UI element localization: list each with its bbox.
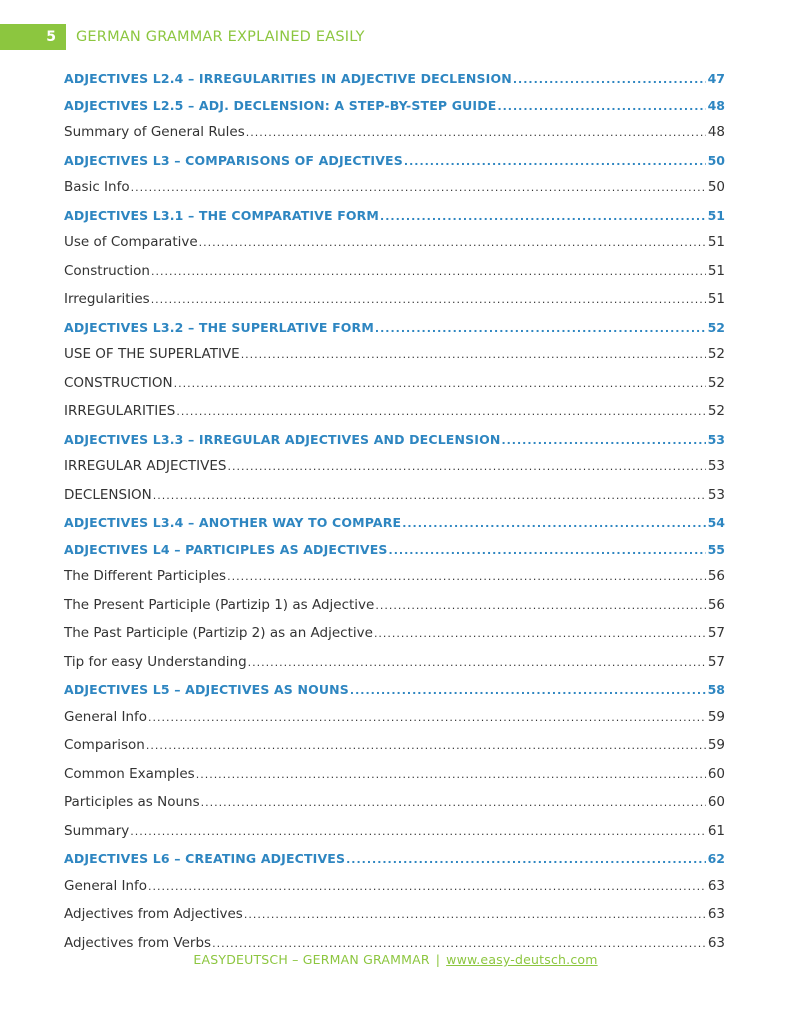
toc-dot-leader [241,348,706,361]
toc-entry-page: 57 [707,625,725,641]
toc-dot-leader [374,627,706,640]
toc-entry-title: Summary of General Rules [64,124,245,140]
toc-entry-title: DECLENSION [64,486,152,503]
page-footer [0,952,791,967]
toc-entry-title: ADJECTIVES L3.3 – IRREGULAR ADJECTIVES AND DECLENSION [64,431,501,447]
toc-entry-page: 51 [707,291,725,307]
toc-entry-title: ADJECTIVES L5 – ADJECTIVES AS NOUNS [64,682,349,697]
toc-entry-page: 57 [707,653,725,670]
toc-entry-page: 48 [707,97,725,113]
toc-entry-title: General Info [64,877,148,894]
toc-heading-entry[interactable] [64,153,725,180]
toc-entry-page: 52 [707,403,725,419]
toc-entry-page: 52 [707,346,725,362]
toc-subentry[interactable] [64,878,725,907]
toc-entry-title: Tip for easy Understanding [64,653,247,670]
toc-dot-leader [380,210,706,223]
toc-entry-page: 56 [707,568,725,584]
toc-dot-leader [246,126,706,139]
toc-entry-title: IRREGULAR ADJECTIVES [64,458,227,474]
toc-entry-title: ADJECTIVES L4 – PARTICIPLES AS ADJECTIVES [64,541,388,557]
toc-entry-page: 55 [707,541,725,557]
toc-dot-leader [497,100,705,113]
toc-entry-page: 56 [707,596,725,613]
toc-entry-title: Use of Comparative [64,234,198,250]
toc-heading-entry[interactable] [64,208,725,235]
toc-entry-page: 51 [707,234,725,250]
toc-dot-leader [212,937,706,950]
toc-subentry[interactable] [64,124,725,153]
toc-subentry[interactable] [64,709,725,738]
toc-entry-page: 47 [707,71,725,86]
toc-heading-entry[interactable] [64,682,725,709]
toc-entry-title: General Info [64,708,148,725]
toc-subentry[interactable] [64,823,725,852]
toc-dot-leader [227,460,705,473]
toc-subentry[interactable] [64,291,725,320]
toc-dot-leader [174,377,706,390]
toc-heading-entry[interactable] [64,851,725,878]
toc-subentry[interactable] [64,403,725,432]
toc-subentry[interactable] [64,458,725,487]
toc-entry-title: Adjectives from Verbs [64,934,212,951]
table-of-contents [64,71,725,963]
toc-entry-page: 50 [707,179,725,195]
footer-separator: | [435,952,441,967]
toc-dot-leader [501,434,705,447]
toc-dot-leader [375,322,706,335]
toc-entry-page: 63 [707,906,725,922]
toc-entry-title: USE OF THE SUPERLATIVE [64,346,240,362]
toc-entry-title: The Present Participle (Partizip 1) as Adjective [64,596,375,613]
toc-dot-leader [196,768,706,781]
toc-entry-title: Comparison [64,737,145,753]
toc-entry-page: 50 [707,152,725,168]
toc-subentry[interactable] [64,375,725,404]
toc-entry-page: 61 [707,822,725,839]
toc-entry-page: 60 [707,794,725,810]
toc-entry-page: 58 [707,682,725,697]
toc-entry-title: ADJECTIVES L3.1 – THE COMPARATIVE FORM [64,207,380,223]
toc-entry-page: 63 [707,877,725,894]
toc-entry-title: Irregularities [64,291,150,307]
toc-entry-title: ADJECTIVES L3.4 – ANOTHER WAY TO COMPARE [64,515,402,530]
toc-subentry[interactable] [64,794,725,823]
toc-heading-entry[interactable] [64,432,725,459]
toc-entry-title: ADJECTIVES L6 – CREATING ADJECTIVES [64,851,346,866]
toc-dot-leader [248,656,706,669]
page-number: 5 [0,24,66,50]
toc-heading-entry[interactable] [64,320,725,347]
toc-entry-title: ADJECTIVES L2.5 – ADJ. DECLENSION: A STEP-BY-STEP GUIDE [64,97,497,113]
toc-dot-leader [176,405,705,418]
toc-subentry[interactable] [64,346,725,375]
toc-dot-leader [201,796,706,809]
toc-dot-leader [404,155,706,168]
toc-subentry[interactable] [64,737,725,766]
toc-entry-page: 63 [707,934,725,951]
toc-dot-leader [130,825,706,838]
toc-entry-page: 53 [707,431,725,447]
toc-subentry[interactable] [64,234,725,263]
page-header [0,24,791,50]
toc-dot-leader [151,293,706,306]
footer-text: EASYDEUTSCH – GERMAN GRAMMAR [193,952,430,967]
toc-dot-leader [389,544,706,557]
toc-dot-leader [146,739,706,752]
toc-subentry[interactable] [64,766,725,795]
toc-dot-leader [131,181,706,194]
toc-entry-page: 60 [707,765,725,782]
toc-dot-leader [244,908,706,921]
toc-entry-page: 53 [707,458,725,474]
toc-entry-page: 51 [707,262,725,279]
toc-subentry[interactable] [64,487,725,516]
toc-entry-title: Participles as Nouns [64,794,200,810]
toc-subentry[interactable] [64,625,725,654]
toc-dot-leader [227,570,706,583]
toc-dot-leader [402,517,705,530]
toc-subentry[interactable] [64,568,725,597]
toc-entry-page: 52 [707,319,725,335]
toc-entry-title: ADJECTIVES L2.4 – IRREGULARITIES IN ADJECTIVE DECLENSION [64,71,512,86]
toc-entry-title: Adjectives from Adjectives [64,906,243,922]
toc-dot-leader [148,711,706,724]
toc-heading-entry[interactable] [64,98,725,125]
header-title: GERMAN GRAMMAR EXPLAINED EASILY [76,29,365,45]
toc-entry-title: Construction [64,262,150,279]
toc-subentry[interactable] [64,179,725,208]
toc-dot-leader [151,265,706,278]
toc-dot-leader [513,73,706,86]
toc-entry-title: Basic Info [64,179,130,195]
toc-heading-entry[interactable] [64,71,725,98]
toc-dot-leader [199,236,706,249]
toc-heading-entry[interactable] [64,515,725,542]
toc-subentry[interactable] [64,597,725,626]
toc-dot-leader [350,684,706,697]
toc-entry-title: The Past Participle (Partizip 2) as an Adjective [64,625,373,641]
toc-entry-title: ADJECTIVES L3 – COMPARISONS OF ADJECTIVES [64,152,403,168]
toc-entry-page: 53 [707,486,725,503]
toc-entry-title: ADJECTIVES L3.2 – THE SUPERLATIVE FORM [64,319,374,335]
toc-entry-title: Common Examples [64,765,195,782]
toc-entry-title: IRREGULARITIES [64,403,176,419]
toc-entry-title: The Different Participles [64,568,227,584]
toc-dot-leader [153,489,706,502]
toc-entry-page: 51 [707,207,725,223]
toc-subentry[interactable] [64,906,725,935]
toc-dot-leader [148,880,706,893]
toc-subentry[interactable] [64,654,725,683]
toc-heading-entry[interactable] [64,542,725,569]
toc-entry-page: 54 [707,515,725,530]
toc-dot-leader [375,599,705,612]
footer-website-link[interactable]: www.easy-deutsch.com [446,952,598,967]
toc-entry-page: 59 [707,737,725,753]
toc-entry-title: CONSTRUCTION [64,374,173,391]
toc-subentry[interactable] [64,263,725,292]
toc-entry-page: 52 [707,374,725,391]
toc-entry-page: 62 [707,851,725,866]
toc-dot-leader [346,853,705,866]
toc-entry-title: Summary [64,822,130,839]
toc-entry-page: 48 [707,124,725,140]
toc-entry-page: 59 [707,708,725,725]
